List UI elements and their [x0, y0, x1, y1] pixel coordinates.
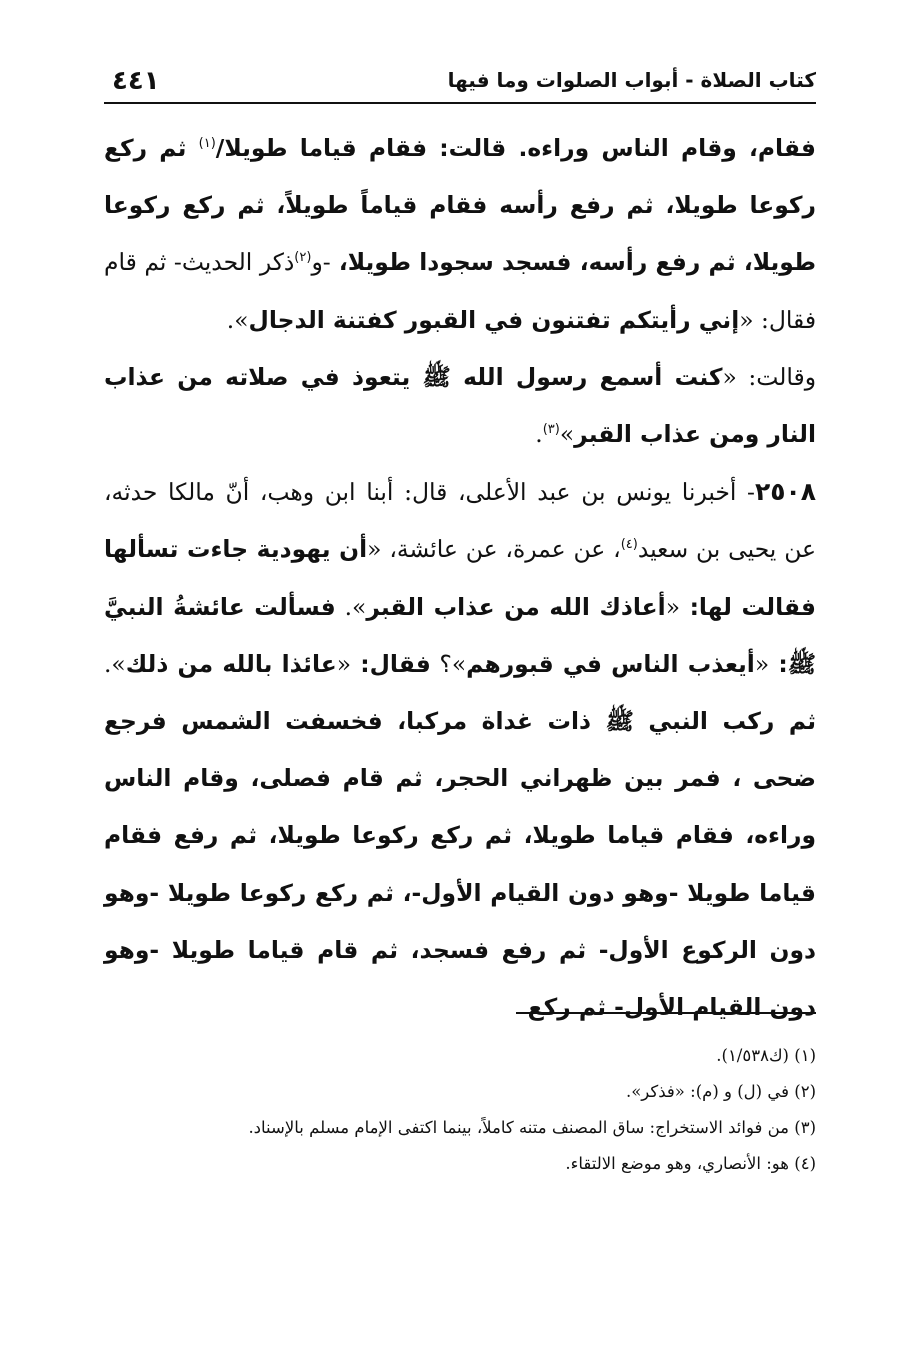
text-span: فقام، وقام الناس وراءه. قالت: فقام قياما طويلا/: [215, 134, 816, 162]
text-span: «: [336, 649, 352, 678]
footnote-ref-4: (٤): [620, 537, 638, 553]
text-span: «: [754, 649, 770, 678]
text-span: أن يهودية جاءت تسألها فقالت لها:: [104, 535, 816, 621]
main-text: [104, 120, 816, 1036]
text-span: »؟: [430, 649, 467, 678]
paragraph-1: [104, 120, 816, 349]
text-span: فقال:: [351, 649, 431, 678]
text-span: ، عن عمرة، عن عائشة، «: [367, 535, 621, 564]
paragraph-2: [104, 349, 816, 463]
text-span: أيعذب الناس في قبورهم: [466, 649, 755, 678]
text-span: .: [535, 420, 543, 449]
text-span: ثم ركب النبي ﷺ ذات غداة مركبا، فخسفت الشمس فرجع ضحى ، فمر بين ظهراني الحجر، ثم قام فصلى، وقام الناس وراءه، فقام قياما طويلا، ثم ركع ركوعا طويلا، ثم رفع فقام قياما طويلا -وهو دون القيام الأول-، ثم ركع ركوعا طويلا -وهو دون الركوع الأول- ثم رفع فسجد، ثم قام قياما طويلا -وهو دون القيام الأول- ثم ركع: [104, 707, 816, 1022]
text-span: ».: [104, 649, 126, 678]
footnote-4: (٤) هو: الأنصاري، وهو موضع الالتقاء.: [565, 1154, 816, 1173]
running-header: [104, 66, 816, 104]
text-span: أعاذك الله من عذاب القبر: [366, 592, 666, 621]
hadith-number: ٢٥٠٨: [754, 477, 816, 507]
footnote-divider: [516, 1012, 816, 1014]
text-span: فسألت عائشةُ النبيَّ ﷺ:: [104, 592, 816, 678]
text-span: «: [665, 592, 680, 621]
footnote-2: (٢) في (ل) و (م): «فذكر».: [625, 1082, 816, 1101]
footnote-3: (٣) من فوائد الاستخراج: ساق المصنف متنه كاملاً، بينما اكتفى الإمام مسلم بالإسناد.: [248, 1118, 816, 1137]
text-span: كنت أسمع رسول الله ﷺ يتعوذ في صلاته من عذاب النار ومن عذاب القبر: [104, 362, 816, 449]
text-span: إني رأيتكم تفتنون في القبور كفتنة الدجال: [248, 305, 740, 334]
footnote-ref-3: (٣): [542, 422, 560, 438]
text-span: عائذا بالله من ذلك: [125, 649, 337, 678]
text-span: وقالت: «: [722, 362, 816, 391]
footnote-ref-2: (٢): [294, 250, 312, 266]
chapter-title: كتاب الصلاة - أبواب الصلوات وما فيها: [447, 68, 816, 92]
text-span: ».: [226, 305, 249, 334]
footnotes: [104, 1038, 816, 1182]
paragraph-3: [104, 463, 816, 1036]
footnote-ref-1: (١): [198, 136, 216, 152]
text-span: - أخبرنا يونس بن عبد الأعلى، قال: أبنا ابن وهب، أنّ مالكا حدثه، عن يحيى بن سعيد: [104, 478, 816, 564]
text-span: ».: [335, 592, 367, 621]
footnote-1: (١) (ك١/٥٣٨).: [716, 1046, 816, 1065]
text-span: ثم ركع ركوعا طويلا، ثم رفع رأسه فقام قياماً طويلاً، ثم ركع ركوعا طويلا، ثم رفع رأسه، فسجد سجودا طويلا،: [104, 134, 817, 277]
text-span: »: [559, 420, 575, 449]
text-span: ذكر الحديث- ثم قام فقال: «: [104, 248, 816, 334]
page-number: ٤٤١: [112, 66, 160, 96]
text-span: -و: [311, 248, 331, 277]
